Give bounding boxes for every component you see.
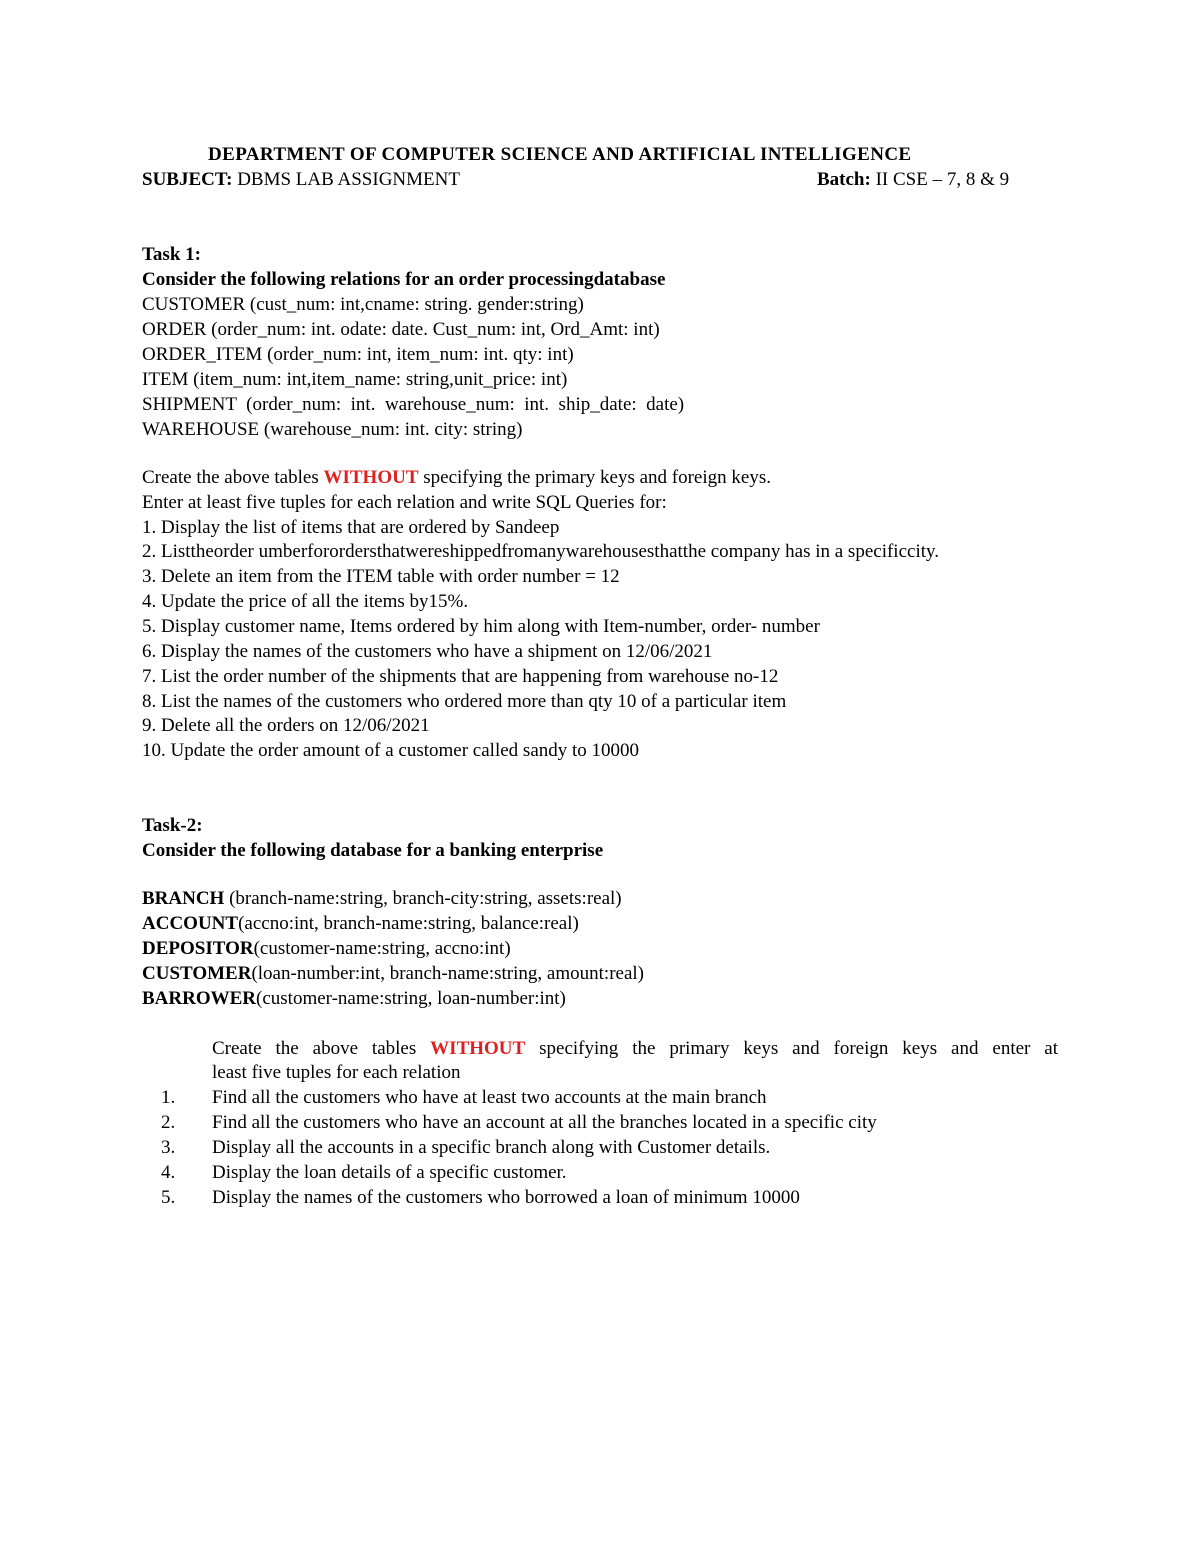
task1-query: 8. List the names of the customers who ordered more than qty 10 of a particular item	[142, 691, 787, 712]
task1-instruction	[142, 466, 771, 491]
task1-query: 3. Delete an item from the ITEM table with order number = 12	[142, 566, 620, 587]
task1-instruction-2: Enter at least five tuples for each relation and write SQL Queries for:	[142, 492, 667, 513]
subject-label: SUBJECT:	[142, 169, 233, 190]
task1-subtitle: Consider the following relations for an order processingdatabase	[142, 269, 666, 290]
task1-instruction-pre: Create the above tables	[142, 467, 324, 488]
task1-relation: WAREHOUSE (warehouse_num: int. city: string)	[142, 419, 523, 440]
query-number: 2.	[161, 1112, 176, 1133]
task1-instruction-emphasis: WITHOUT	[323, 467, 419, 488]
task2-relation	[142, 987, 566, 1012]
relation-schema: (branch-name:string, branch-city:string, assets:real)	[224, 888, 622, 909]
query-text: Find all the customers who have at least two accounts at the main branch	[212, 1087, 767, 1108]
task2-relation	[142, 962, 644, 987]
task1-query: 1. Display the list of items that are ordered by Sandeep	[142, 517, 560, 538]
query-text: Display all the accounts in a specific branch along with Customer details.	[212, 1137, 771, 1158]
relation-schema: (customer-name:string, accno:int)	[253, 938, 511, 959]
task2-instruction	[212, 1037, 1058, 1062]
relation-schema: (loan-number:int, branch-name:string, amount:real)	[251, 963, 644, 984]
task1-instruction-post: specifying the primary keys and foreign keys.	[418, 467, 771, 488]
relation-name: ACCOUNT	[142, 913, 239, 934]
subject-value: DBMS LAB ASSIGNMENT	[232, 169, 460, 190]
relation-schema: (accno:int, branch-name:string, balance:real)	[238, 913, 579, 934]
relation-name: BRANCH	[142, 888, 225, 909]
task1-title: Task 1:	[142, 244, 201, 265]
task1-relation: ORDER (order_num: int. odate: date. Cust_num: int, Ord_Amt: int)	[142, 319, 660, 340]
task2-relation	[142, 937, 511, 962]
query-text: Display the loan details of a specific customer.	[212, 1162, 567, 1183]
task1-query: 9. Delete all the orders on 12/06/2021	[142, 715, 430, 736]
task1-relation: SHIPMENT (order_num: int. warehouse_num: int. ship_date: date)	[142, 394, 685, 415]
department-title: DEPARTMENT OF COMPUTER SCIENCE AND ARTIFICIAL INTELLIGENCE	[208, 144, 912, 165]
task2-relation	[142, 912, 579, 937]
task1-query: 6. Display the names of the customers who have a shipment on 12/06/2021	[142, 641, 713, 662]
query-number: 4.	[161, 1162, 176, 1183]
query-number: 1.	[161, 1087, 176, 1108]
task1-relation: ITEM (item_num: int,item_name: string,unit_price: int)	[142, 369, 568, 390]
batch-label: Batch:	[817, 169, 871, 190]
batch-value: II CSE – 7, 8 & 9	[870, 169, 1010, 190]
task2-instruction-pre: Create the above tables	[212, 1038, 431, 1059]
query-text: Find all the customers who have an account at all the branches located in a specific city	[212, 1112, 877, 1133]
task2-title: Task-2:	[142, 815, 203, 836]
relation-name: CUSTOMER	[142, 963, 252, 984]
task1-query: 10. Update the order amount of a customer called sandy to 10000	[142, 740, 640, 761]
task2-relation	[142, 887, 622, 912]
relation-name: BARROWER	[142, 988, 257, 1009]
batch-line	[817, 168, 1009, 193]
query-number: 5.	[161, 1187, 176, 1208]
task1-query: 5. Display customer name, Items ordered by him along with Item-number, order- number	[142, 616, 820, 637]
task2-instruction-line2: least five tuples for each relation	[212, 1062, 461, 1083]
query-number: 3.	[161, 1137, 176, 1158]
task2-subtitle: Consider the following database for a banking enterprise	[142, 840, 604, 861]
relation-schema: (customer-name:string, loan-number:int)	[256, 988, 566, 1009]
task1-query: 7. List the order number of the shipments that are happening from warehouse no-12	[142, 666, 779, 687]
task1-query: 2. Listtheorder umberforordersthatwereshippedfromanywarehousesthatthe company has in a specificcity.	[142, 541, 940, 562]
subject-line	[142, 168, 460, 193]
task1-relation: ORDER_ITEM (order_num: int, item_num: int. qty: int)	[142, 344, 574, 365]
task1-query: 4. Update the price of all the items by15%.	[142, 591, 469, 612]
task2-instruction-emphasis: WITHOUT	[430, 1038, 526, 1059]
relation-name: DEPOSITOR	[142, 938, 254, 959]
task2-instruction-post: specifying the primary keys and foreign keys and enter at	[525, 1038, 1058, 1059]
task1-relation: CUSTOMER (cust_num: int,cname: string. gender:string)	[142, 294, 584, 315]
query-text: Display the names of the customers who borrowed a loan of minimum 10000	[212, 1187, 800, 1208]
